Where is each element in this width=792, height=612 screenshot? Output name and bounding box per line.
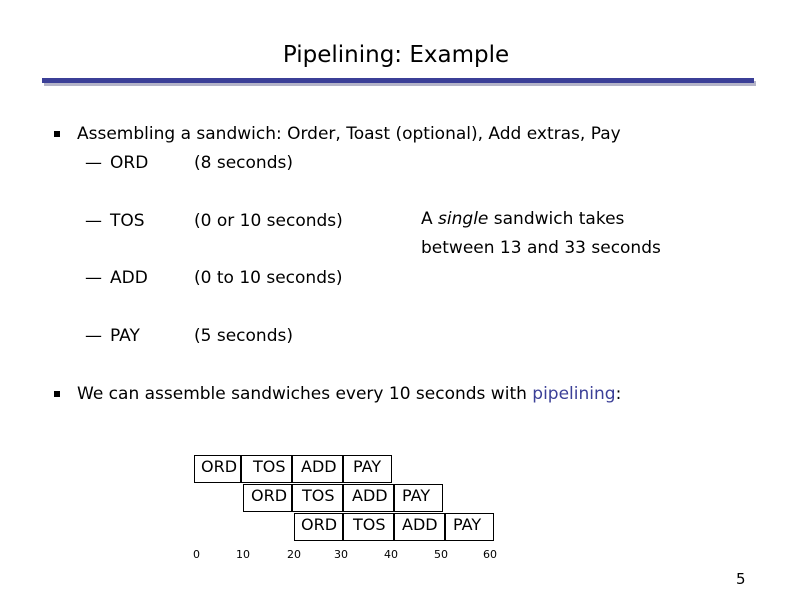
title-rule [42, 78, 754, 83]
pipeline-cell-ord: ORD [301, 515, 338, 534]
pipeline-cell-tos: TOS [302, 486, 335, 505]
pipeline-cell-tos: TOS [253, 457, 286, 476]
timeline-tick: 50 [434, 548, 448, 561]
pipeline-cell-add: ADD [301, 457, 337, 476]
sub-value-ord: (8 seconds) [194, 153, 293, 173]
sub-value-add: (0 to 10 seconds) [194, 268, 343, 288]
sub-value-tos: (0 or 10 seconds) [194, 211, 343, 231]
single-sandwich-note-line2: between 13 and 33 seconds [421, 238, 661, 258]
bullet-marker [54, 131, 60, 137]
pipeline-cell-tos: TOS [353, 515, 386, 534]
sub-label-ord: ORD [110, 153, 149, 173]
slide-title: Pipelining: Example [282, 42, 510, 68]
sub-dash: — [85, 211, 102, 231]
pipeline-cell-add: ADD [402, 515, 438, 534]
sub-label-tos: TOS [110, 211, 145, 231]
sub-value-pay: (5 seconds) [194, 326, 293, 346]
pipelining-highlight: pipelining [532, 384, 616, 404]
timeline-tick: 10 [236, 548, 250, 561]
pipeline-cell-ord: ORD [201, 457, 238, 476]
sub-dash: — [85, 153, 102, 173]
timeline-tick: 30 [334, 548, 348, 561]
pipeline-cell-ord: ORD [251, 486, 288, 505]
timeline-tick: 0 [193, 548, 200, 561]
bullet-marker [54, 391, 60, 397]
bullet-text-1: Assembling a sandwich: Order, Toast (optional), Add extras, Pay [77, 124, 621, 144]
pipeline-cell-pay: PAY [453, 515, 482, 534]
timeline-tick: 20 [287, 548, 301, 561]
sub-label-add: ADD [110, 268, 148, 288]
single-sandwich-note: A single sandwich takes [421, 209, 625, 229]
timeline-tick: 60 [483, 548, 497, 561]
pipeline-cell-add: ADD [352, 486, 388, 505]
sub-dash: — [85, 326, 102, 346]
timeline-tick: 40 [384, 548, 398, 561]
sub-label-pay: PAY [110, 326, 140, 346]
sub-dash: — [85, 268, 102, 288]
pipeline-cell-pay: PAY [353, 457, 382, 476]
bullet-text-2: We can assemble sandwiches every 10 seconds with pipelining: [77, 384, 622, 404]
pipeline-cell-pay: PAY [402, 486, 431, 505]
page-number: 5 [736, 570, 746, 588]
